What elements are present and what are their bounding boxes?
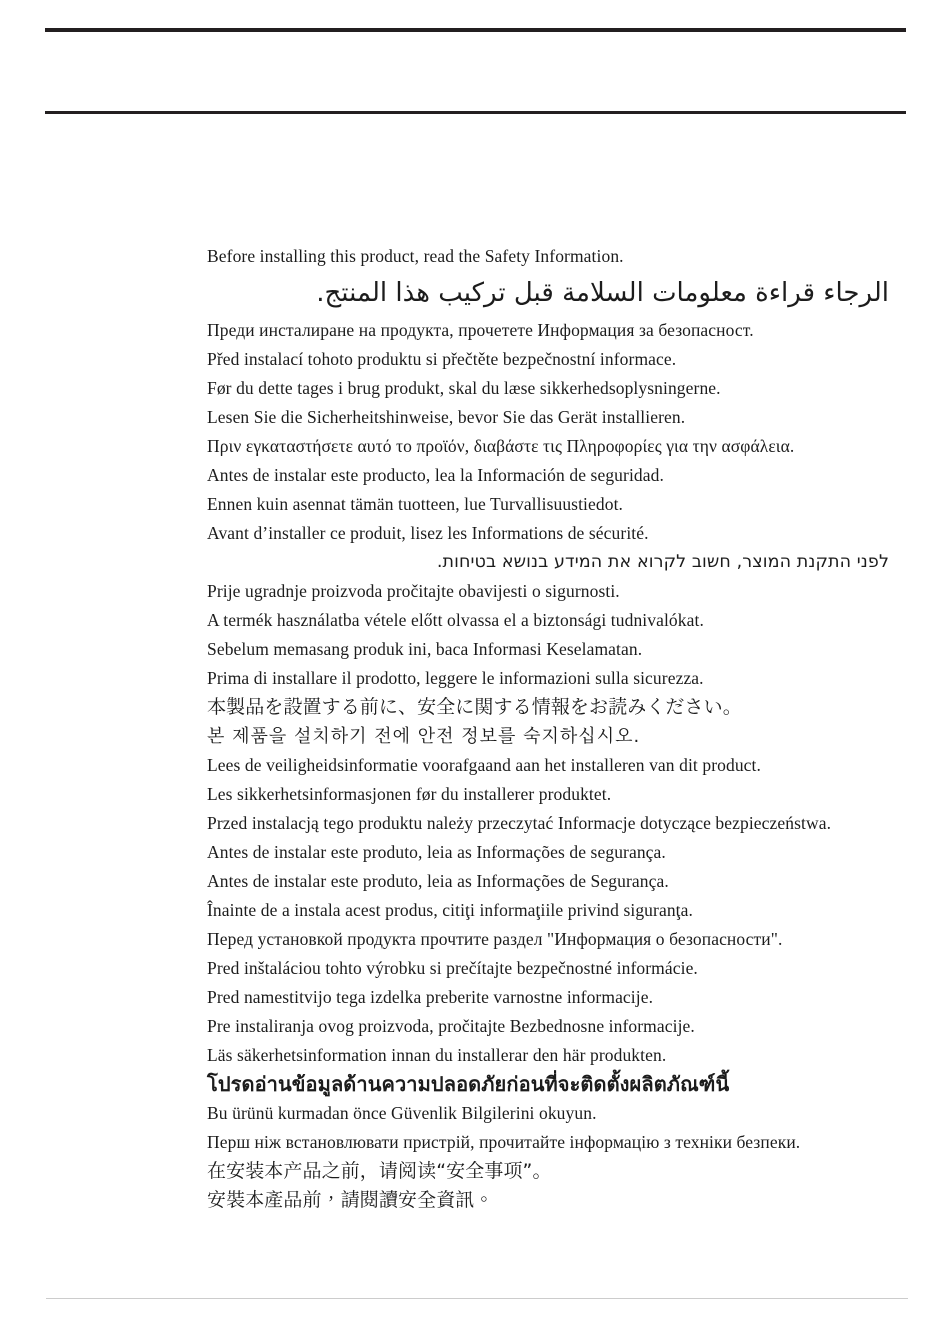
safety-notice-zh-cn: 在安装本产品之前，请阅读“安全事项”。 [207,1160,552,1182]
top-thick-rule [45,28,906,32]
safety-notice-bg: Преди инсталиране на продукта, прочетете Информация за безопасност. [207,320,754,340]
safety-notice-el: Πριν εγκαταστήσετε αυτό το προϊόν, διαβάστε τις Πληροφορίες για την ασφάλεια. [207,436,795,456]
safety-notice-id: Sebelum memasang produk ini, baca Informasi Keselamatan. [207,639,643,659]
safety-notice-ja: 本製品を設置する前に、安全に関する情報をお読みください。 [207,696,742,718]
safety-notice-fi: Ennen kuin asennat tämän tuotteen, lue Turvallisuustiedot. [207,494,624,514]
safety-notice-uk: Перш ніж встановлювати пристрій, прочитайте інформацію з техніки безпеки. [207,1132,801,1152]
safety-notice-da: Før du dette tages i brug produkt, skal du læse sikkerhedsoplysningerne. [207,378,721,398]
safety-notice-cs: Před instalací tohoto produktu si přečtěte bezpečnostní informace. [207,349,677,369]
safety-notice-it: Prima di installare il prodotto, leggere le informazioni sulla sicurezza. [207,668,704,688]
safety-notice-es: Antes de instalar este producto, lea la Información de seguridad. [207,465,664,485]
safety-notice-sv: Läs säkerhetsinformation innan du installerar den här produkten. [207,1045,667,1065]
safety-notice-he: לפני התקנת המוצר, חשוב לקרוא את המידע בנושא בטיחות. [436,552,889,572]
safety-notice-pl: Przed instalacją tego produktu należy przeczytać Informacje dotyczące bezpieczeństwa. [207,813,832,833]
safety-notice-ru: Перед установкой продукта прочтите раздел "Информация о безопасности". [207,929,783,949]
safety-notice-de: Lesen Sie die Sicherheitshinweise, bevor Sie das Gerät installieren. [207,407,686,427]
safety-notice-en: Before installing this product, read the Safety Information. [207,246,624,266]
safety-notice-zh-tw: 安裝本產品前，請閱讀安全資訊。 [207,1189,494,1211]
safety-notice-tr: Bu ürünü kurmadan önce Güvenlik Bilgilerini okuyun. [207,1103,597,1123]
safety-notice-pt: Antes de instalar este produto, leia as Informações de segurança. [207,842,666,862]
footer-rule [46,1298,908,1299]
safety-notices-list [207,242,889,1215]
safety-notice-ko: 본 제품을 설치하기 전에 안전 정보를 숙지하십시오. [207,726,641,747]
safety-notice-sl: Pred namestitvijo tega izdelka preberite varnostne informacije. [207,987,654,1007]
safety-notice-hr: Prije ugradnje proizvoda pročitajte obavijesti o sigurnosti. [207,581,620,601]
safety-notice-fr: Avant d’installer ce produit, lisez les Informations de sécurité. [207,523,649,543]
safety-notice-th: โปรดอ่านข้อมูลด้านความปลอดภัยก่อนที่จะติดตั้งผลิตภัณฑ์นี้ [207,1072,730,1096]
safety-notice-pt-br: Antes de instalar este produto, leia as Informações de Segurança. [207,871,669,891]
safety-notice-nl: Lees de veiligheidsinformatie voorafgaand aan het installeren van dit product. [207,755,761,775]
safety-notice-ar: الرجاء قراءة معلومات السلامة قبل تركيب هذا المنتج. [316,278,889,308]
header-separator-rule [45,111,906,114]
safety-notice-hu: A termék használatba vétele előtt olvassa el a biztonsági tudnivalókat. [207,610,704,630]
safety-notice-sk: Pred inštaláciou tohto výrobku si prečítajte bezpečnostné informácie. [207,958,698,978]
safety-notice-no: Les sikkerhetsinformasjonen før du installerer produktet. [207,784,612,804]
safety-notice-ro: Înainte de a instala acest produs, citiţi informaţiile privind siguranţa. [207,900,693,920]
safety-notice-sr: Pre instaliranja ovog proizvoda, pročitajte Bezbednosne informacije. [207,1016,695,1036]
